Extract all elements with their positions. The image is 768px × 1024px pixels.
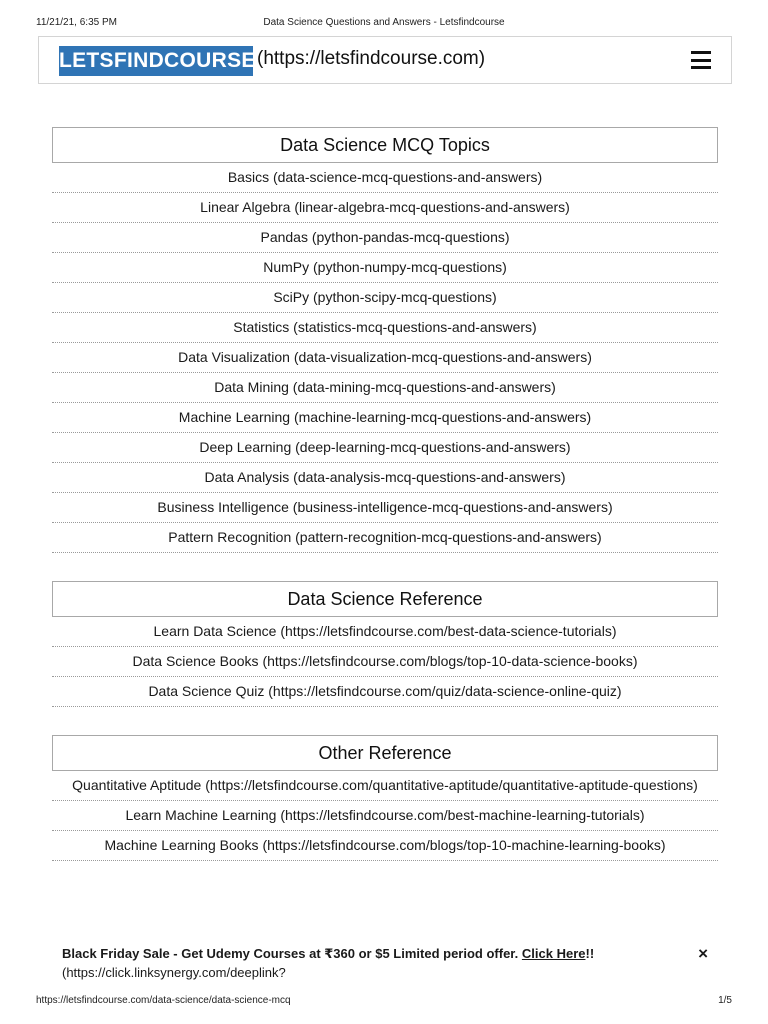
- print-page-title: Data Science Questions and Answers - Letsfindcourse: [263, 17, 505, 28]
- other-reference-title: Other Reference: [52, 735, 718, 771]
- topic-link-machine-learning[interactable]: Machine Learning (machine-learning-mcq-questions-and-answers): [52, 403, 718, 433]
- mcq-topics-section: [52, 127, 718, 553]
- topic-link-pandas[interactable]: Pandas (python-pandas-mcq-questions): [52, 223, 718, 253]
- promo-banner: [62, 944, 722, 984]
- topic-link-scipy[interactable]: SciPy (python-scipy-mcq-questions): [52, 283, 718, 313]
- promo-suffix: !!: [585, 946, 595, 961]
- reference-link-data-science-books[interactable]: Data Science Books (https://letsfindcourse.com/blogs/top-10-data-science-books): [52, 647, 718, 677]
- close-icon[interactable]: ×: [698, 944, 708, 963]
- topic-link-linear-algebra[interactable]: Linear Algebra (linear-algebra-mcq-questions-and-answers): [52, 193, 718, 223]
- topic-link-basics[interactable]: Basics (data-science-mcq-questions-and-answers): [52, 163, 718, 193]
- topic-link-numpy[interactable]: NumPy (python-numpy-mcq-questions): [52, 253, 718, 283]
- mcq-topics-title: Data Science MCQ Topics: [52, 127, 718, 163]
- topic-link-statistics[interactable]: Statistics (statistics-mcq-questions-and-answers): [52, 313, 718, 343]
- promo-text-line: [62, 946, 594, 962]
- topic-link-business-intelligence[interactable]: Business Intelligence (business-intelligence-mcq-questions-and-answers): [52, 493, 718, 523]
- print-page-number: 1/5: [718, 995, 732, 1006]
- other-link-machine-learning-books[interactable]: Machine Learning Books (https://letsfindcourse.com/blogs/top-10-machine-learning-books): [52, 831, 718, 861]
- topic-link-data-mining[interactable]: Data Mining (data-mining-mcq-questions-and-answers): [52, 373, 718, 403]
- reference-link-data-science-quiz[interactable]: Data Science Quiz (https://letsfindcourse.com/quiz/data-science-online-quiz): [52, 677, 718, 707]
- promo-url-text[interactable]: (https://click.linksynergy.com/deeplink?: [62, 965, 286, 980]
- promo-click-here-link[interactable]: Click Here: [521, 946, 586, 961]
- topic-link-deep-learning[interactable]: Deep Learning (deep-learning-mcq-questions-and-answers): [52, 433, 718, 463]
- print-datetime: 11/21/21, 6:35 PM: [36, 17, 117, 28]
- hamburger-menu-icon[interactable]: [691, 51, 711, 69]
- print-header: [36, 17, 732, 31]
- topic-link-data-visualization[interactable]: Data Visualization (data-visualization-mcq-questions-and-answers): [52, 343, 718, 373]
- reference-link-learn-data-science[interactable]: Learn Data Science (https://letsfindcourse.com/best-data-science-tutorials): [52, 617, 718, 647]
- other-link-learn-machine-learning[interactable]: Learn Machine Learning (https://letsfindcourse.com/best-machine-learning-tutorials): [52, 801, 718, 831]
- print-footer: [36, 995, 732, 1009]
- other-link-quantitative-aptitude[interactable]: Quantitative Aptitude (https://letsfindcourse.com/quantitative-aptitude/quantitative-aptitude-questions): [52, 771, 718, 801]
- topic-link-data-analysis[interactable]: Data Analysis (data-analysis-mcq-questions-and-answers): [52, 463, 718, 493]
- other-reference-section: [52, 735, 718, 861]
- site-header: [38, 36, 732, 84]
- logo-url-link[interactable]: (https://letsfindcourse.com): [257, 48, 486, 69]
- reference-title: Data Science Reference: [52, 581, 718, 617]
- promo-text: Black Friday Sale - Get Udemy Courses at ₹360 or $5 Limited period offer.: [62, 946, 519, 961]
- print-footer-url: https://letsfindcourse.com/data-science/data-science-mcq: [36, 995, 291, 1006]
- data-science-reference-section: [52, 581, 718, 707]
- site-logo[interactable]: LETSFINDCOURSE: [59, 46, 253, 76]
- topic-link-pattern-recognition[interactable]: Pattern Recognition (pattern-recognition-mcq-questions-and-answers): [52, 523, 718, 553]
